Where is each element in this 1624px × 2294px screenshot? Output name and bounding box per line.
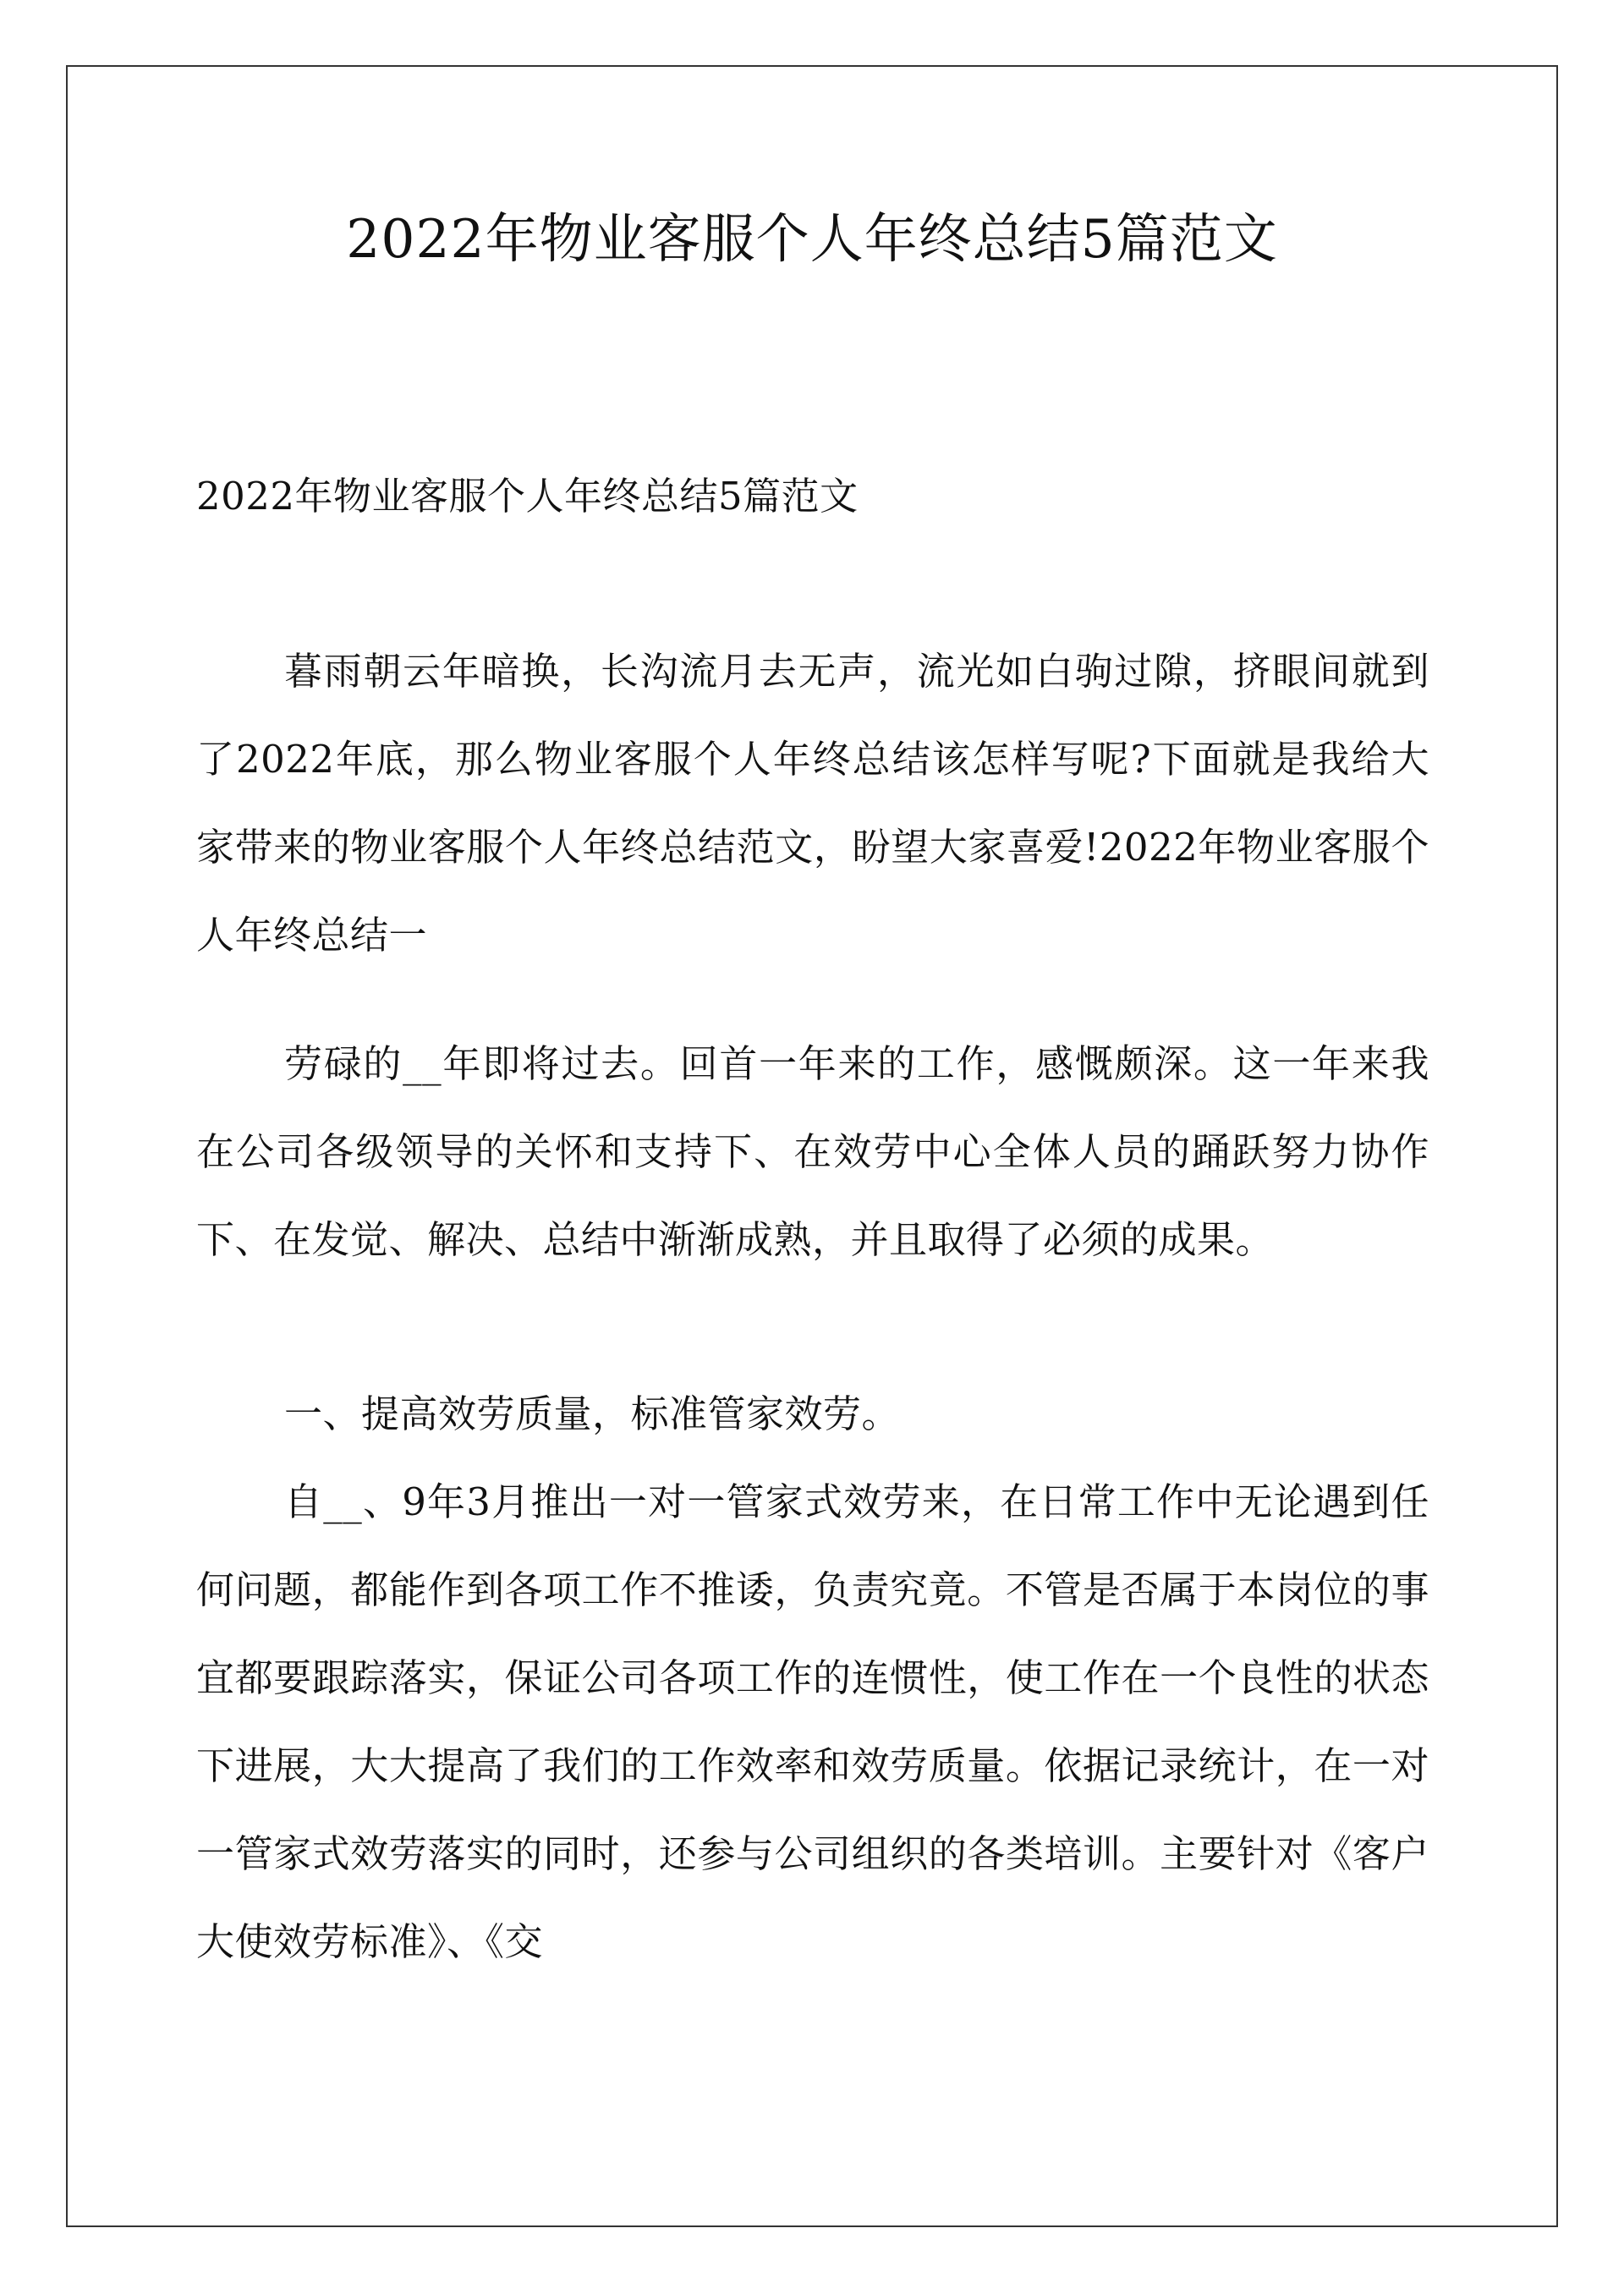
document-subtitle: 2022年物业客服个人年终总结5篇范文 xyxy=(196,474,859,519)
paragraph-intro: 暮雨朝云年暗换，长沟流月去无声，流光如白驹过隙，挤眼间就到了2022年底，那么物业客服个人年终总结该怎样写呢?下面就是我给大家带来的物业客服个人年终总结范文，盼望大家喜爱!2022年物业客服个人年终总结一 xyxy=(196,649,1429,958)
section-heading-1: 一、提高效劳质量，标准管家效劳。 xyxy=(284,1391,901,1436)
document-title: 2022年物业客服个人年终总结5篇范文 xyxy=(346,208,1278,270)
paragraph-service: 自__、9年3月推出一对一管家式效劳来，在日常工作中无论遇到任何问题，都能作到各项工作不推诿，负责究竟。不管是否属于本岗位的事宜都要跟踪落实，保证公司各项工作的连惯性，使工作在一个良性的状态下进展，大大提高了我们的工作效率和效劳质量。依据记录统计，在一对一管家式效劳落实的同时，还参与公司组织的各类培训。主要针对《客户大使效劳标准》、《交 xyxy=(196,1479,1429,1964)
paragraph-review: 劳碌的__年即将过去。回首一年来的工作，感慨颇深。这一年来我在公司各级领导的关怀和支持下、在效劳中心全体人员的踊跃努力协作下、在发觉、解决、总结中渐渐成熟，并且取得了必须的成果。 xyxy=(196,1041,1429,1262)
